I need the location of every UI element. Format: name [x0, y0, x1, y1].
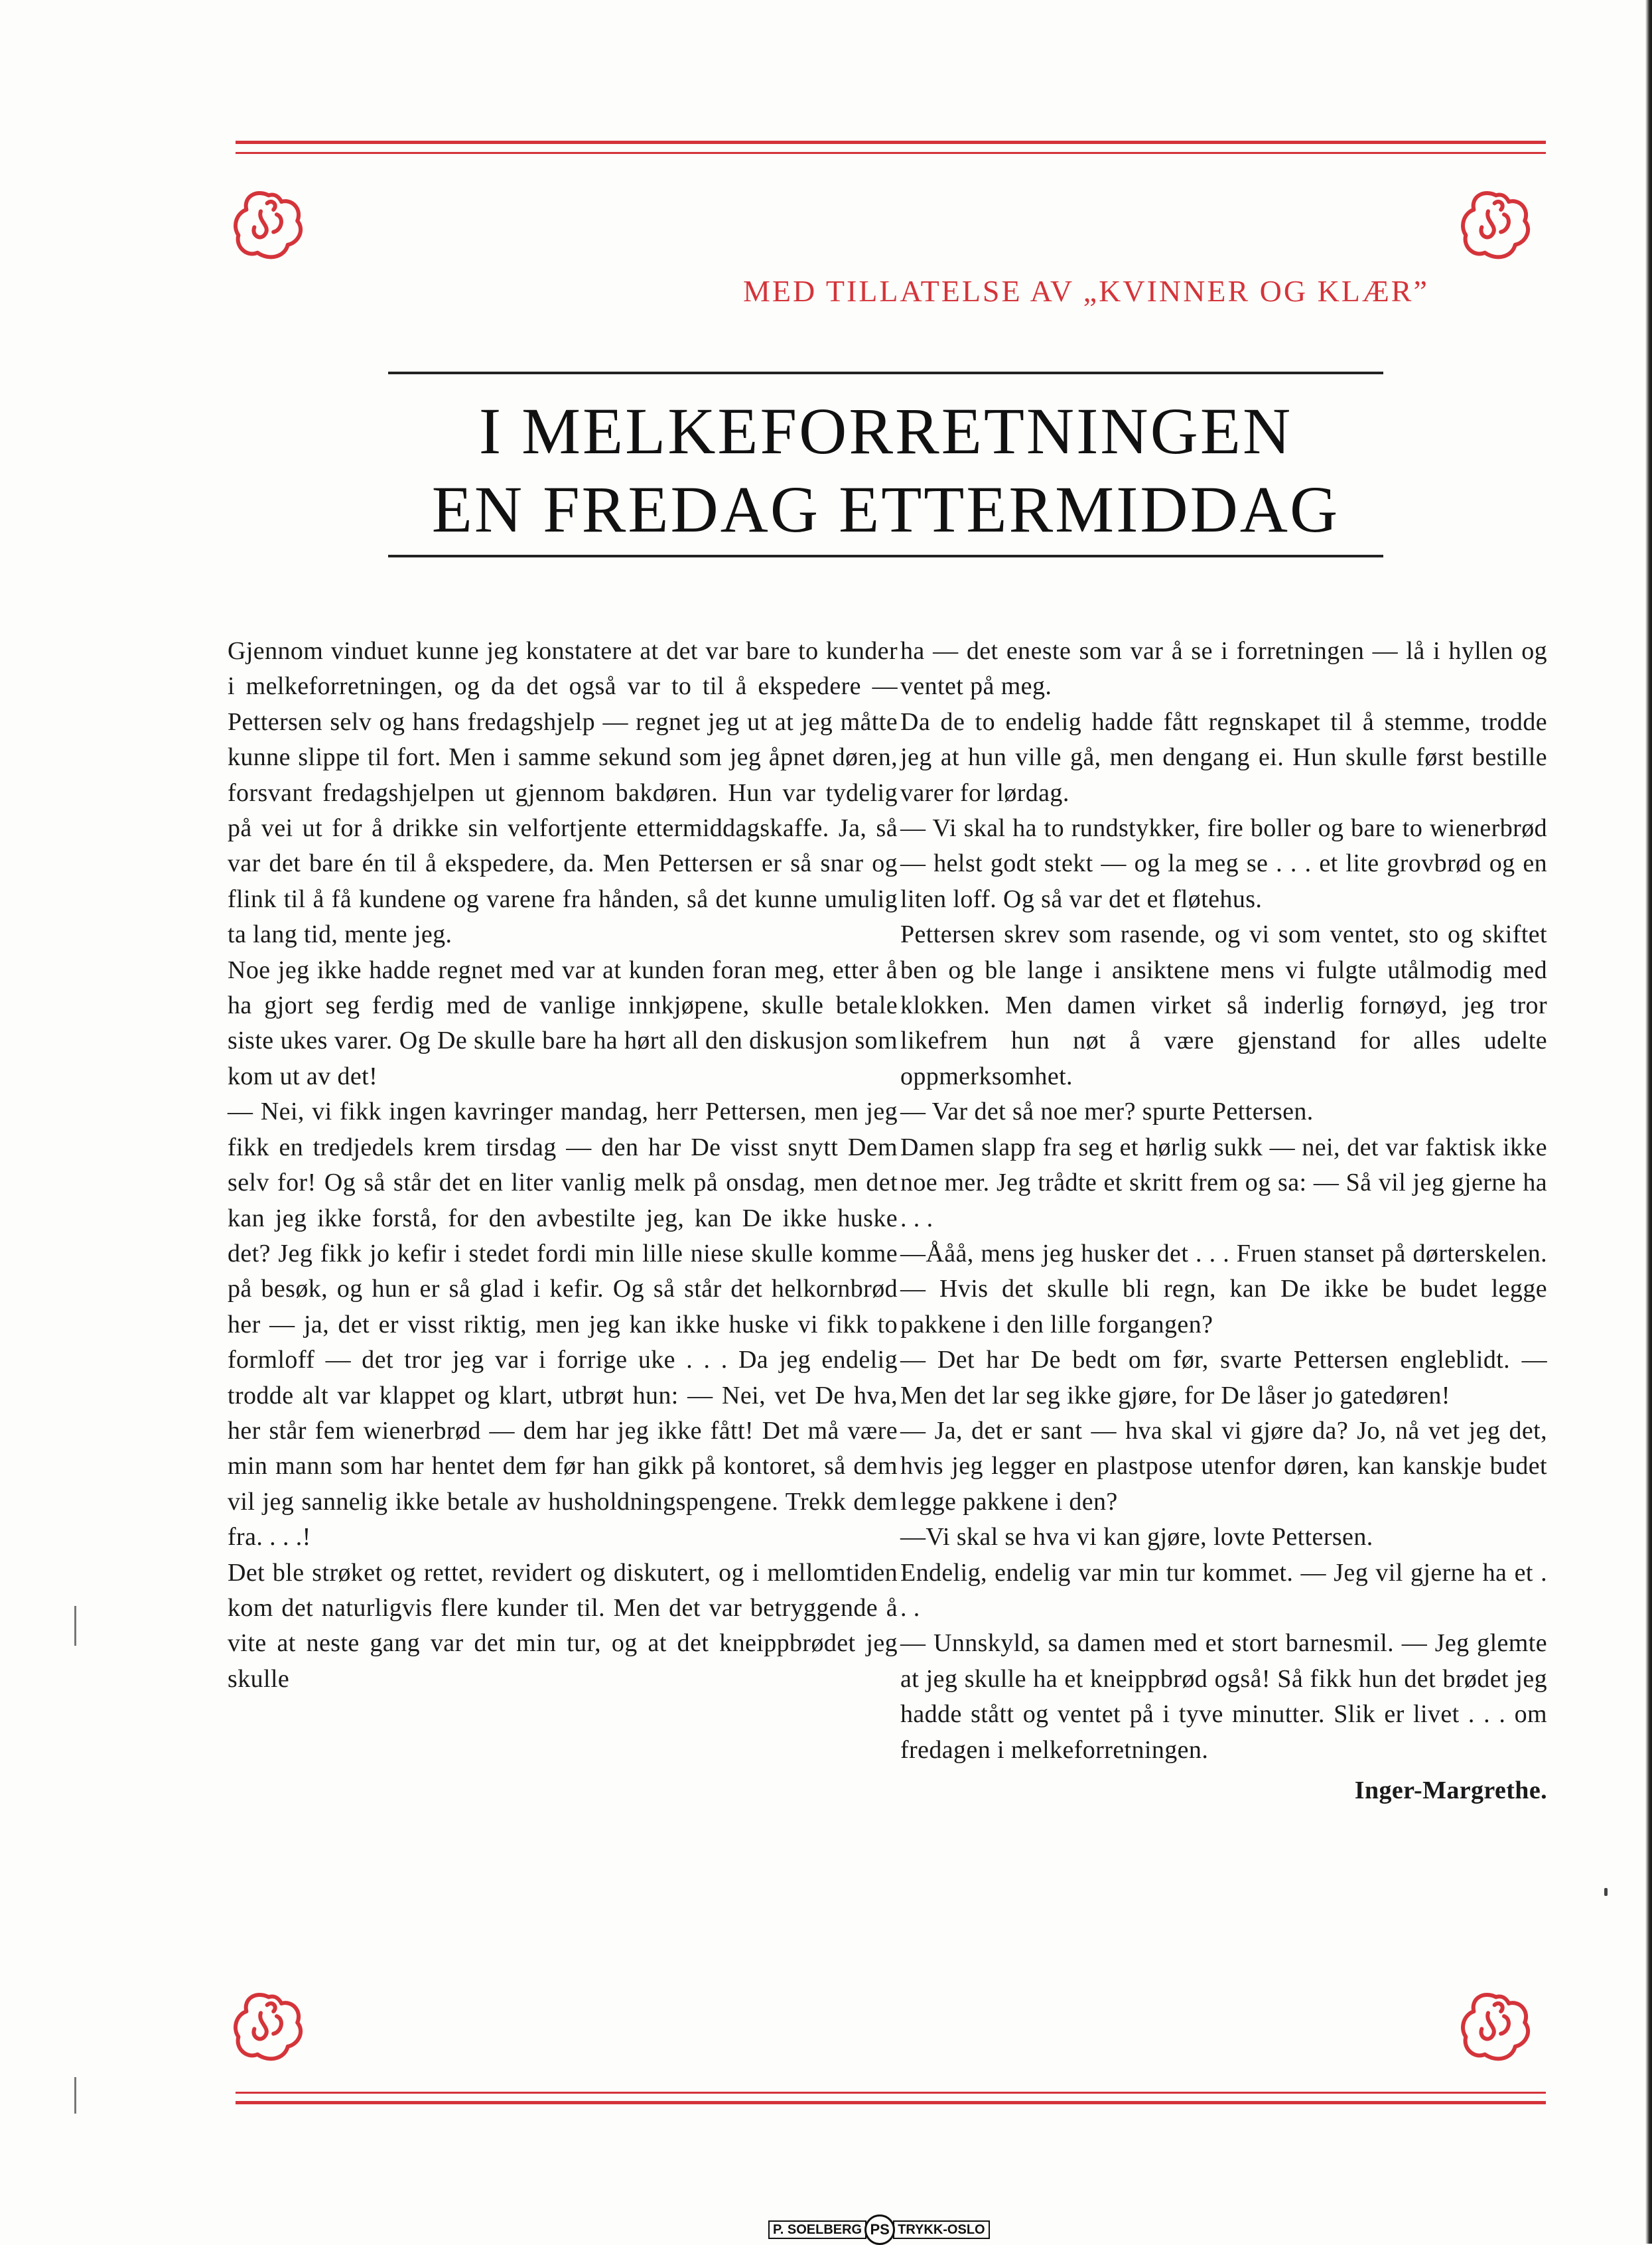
- paragraph: Damen slapp fra seg et hørlig sukk — nei, det var faktisk ikke noe mer. Jeg trådte et skritt frem og sa: — Så vil jeg gjerne ha . . .: [900, 1133, 1547, 1232]
- ornament-top-left-icon: [229, 186, 309, 265]
- title-rule-top: [388, 372, 1383, 374]
- page-title-line-1: I MELKEFORRETNINGEN: [478, 394, 1293, 468]
- paragraph: — Ja, det er sant — hva skal vi gjøre da? Jo, nå vet jeg det, hvis jeg legger en plastpose utenfor døren, kan kanskje budet legge pakkene i den?: [900, 1416, 1547, 1516]
- bottom-border-rule: [236, 2101, 1546, 2104]
- bottom-border-rule-thin: [236, 2092, 1546, 2094]
- paragraph: — Det har De bedt om før, svarte Pettersen engleblidt. — Men det lar seg ikke gjøre, for De låser jo gatedøren!: [900, 1346, 1547, 1410]
- page-title-line-2: EN FREDAG ETTERMIDDAG: [431, 472, 1340, 546]
- paragraph: —Vi skal se hva vi kan gjøre, lovte Pettersen.: [900, 1523, 1373, 1552]
- author-signature: Inger-Margrethe.: [1354, 1776, 1547, 1804]
- paragraph: Endelig, endelig var min tur kommet. — Jeg vil gjerne ha et . . .: [900, 1558, 1547, 1622]
- printer-mark: [768, 2220, 990, 2240]
- top-border-rule: [236, 141, 1546, 144]
- margin-mark: [74, 2077, 76, 2114]
- article-column-left: [228, 634, 898, 1697]
- article-column-right: [900, 634, 1547, 1808]
- paragraph: Da de to endelig hadde fått regnskapet til å stemme, trodde jeg at hun ville gå, men dengang ei. Hun skulle først bestille varer for lørdag.: [900, 707, 1547, 807]
- page-edge-shadow: [1645, 0, 1652, 2244]
- top-border-rule-thin: [236, 152, 1546, 154]
- paragraph: — Var det så noe mer? spurte Pettersen.: [900, 1098, 1314, 1126]
- ornament-bottom-right-icon: [1456, 1988, 1536, 2067]
- title-rule-bottom: [388, 555, 1383, 557]
- printer-logo-icon: PS: [864, 2214, 895, 2245]
- paragraph: — Vi skal ha to rundstykker, fire boller og bare to wienerbrød — helst godt stekt — og la meg se . . . et lite grovbrød og en liten loff. Og så var det et fløtehus.: [900, 814, 1547, 913]
- paragraph: Det ble strøket og rettet, revidert og diskutert, og i mellomtiden kom det naturligvis flere kunder til. Men det var betryggende å vite at neste gang var det min tur, og at det kneippbrødet jeg skulle: [228, 1558, 898, 1693]
- ornament-bottom-left-icon: [229, 1988, 309, 2067]
- margin-mark: [74, 1606, 76, 1646]
- paragraph: ha — det eneste som var å se i forretningen — lå i hyllen og ventet på meg.: [900, 637, 1547, 701]
- ink-dot: [1604, 1888, 1608, 1896]
- paragraph: —Ååå, mens jeg husker det . . . Fruen stanset på dørterskelen. — Hvis det skulle bli regn, kan De ikke be budet legge pakkene i den lille forgangen?: [900, 1239, 1547, 1339]
- paragraph: Noe jeg ikke hadde regnet med var at kunden foran meg, etter å ha gjort seg ferdig med de vanlige innkjøpene, skulle betale siste ukes varer. Og De skulle bare ha hørt all den diskusjon som kom ut av det!: [228, 956, 898, 1090]
- printer-name: P. SOELBERG: [768, 2220, 866, 2239]
- paragraph: — Unnskyld, sa damen med et stort barnesmil. — Jeg glemte at jeg skulle ha et kneippbrød også! Så fikk hun det brødet jeg hadde stått og ventet på i tyve minutter. Slik er livet . . . om fredagen i melkeforretningen.: [900, 1629, 1547, 1764]
- credit-line: MED TILLATELSE AV „KVINNER OG KLÆR”: [743, 274, 1429, 308]
- paragraph: — Nei, vi fikk ingen kavringer mandag, herr Pettersen, men jeg fikk en tredjedels krem tirsdag — den har De visst snytt Dem selv for! Og så står det en liter vanlig melk på onsdag, men det kan jeg ikke forstå, for den avbestilte jeg, kan De ikke huske det? Jeg fikk jo kefir i stedet fordi min lille niese skulle komme på besøk, og hun er så glad i kefir. Og så står det helkornbrød her — ja, det er visst riktig, men jeg kan ikke huske vi fikk to formloff — det tror jeg var i forrige uke . . . Da jeg endelig trodde alt var klappet og klart, utbrøt hun: — Nei, vet De hva, her står fem wienerbrød — dem har jeg ikke fått! Det må være min mann som har hentet dem før han gikk på kontoret, så dem vil jeg sannelig ikke betale av husholdningspengene. Trekk dem fra. . . .!: [228, 1098, 898, 1552]
- paragraph: Pettersen skrev som rasende, og vi som ventet, sto og skiftet ben og ble lange i ansiktene mens vi fulgte utålmodig med klokken. Men damen virket så inderlig fornøyd, jeg tror likefrem hun nøt å være gjenstand for alles udelte oppmerksomhet.: [900, 920, 1547, 1090]
- ornament-top-right-icon: [1456, 186, 1536, 265]
- paragraph: Gjennom vinduet kunne jeg konstatere at det var bare to kunder i melkeforretningen, og da det også var to til å ekspedere — Pettersen selv og hans fredagshjelp — regnet jeg ut at jeg måtte kunne slippe til fort. Men i samme sekund som jeg åpnet døren, forsvant fredagshjelpen ut gjennom bakdøren. Hun var tydelig på vei ut for å drikke sin velfortjente ettermiddagskaffe. Ja, så var det bare én til å ekspedere, da. Men Pettersen er så snar og flink til å få kundene og varene fra hånden, så det kunne umulig ta lang tid, mente jeg.: [228, 637, 898, 949]
- printer-location: TRYKK-OSLO: [893, 2220, 989, 2239]
